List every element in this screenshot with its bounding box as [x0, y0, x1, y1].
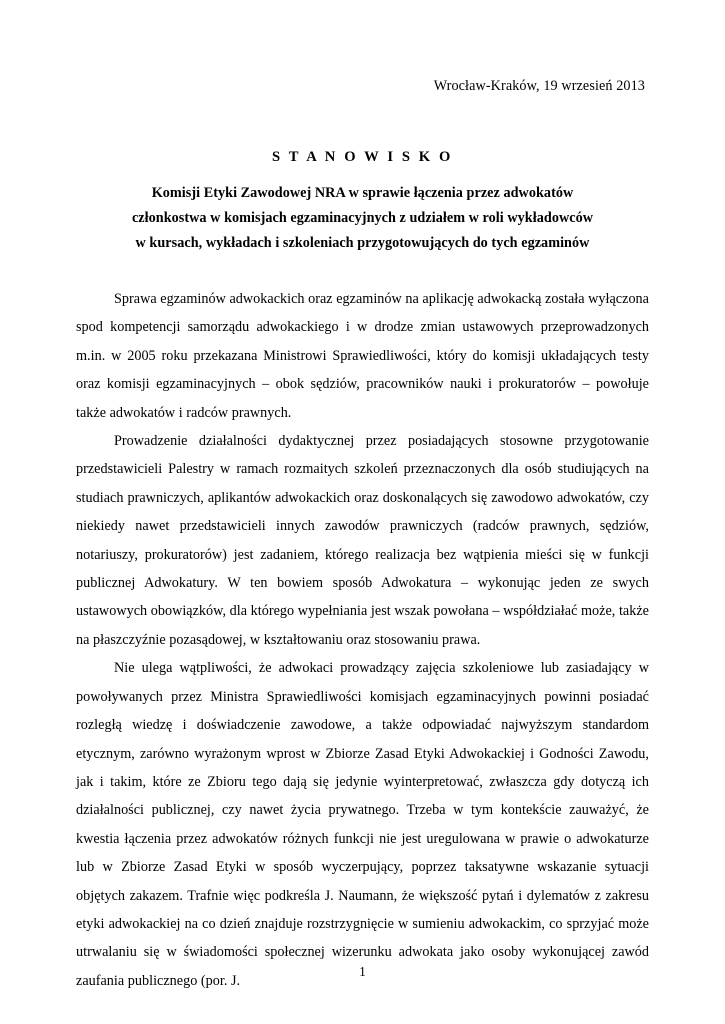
subtitle-line-2: członkostwa w komisjach egzaminacyjnych z udziałem w roli wykładowców [131, 210, 594, 226]
page-number: 1 [359, 964, 366, 979]
subtitle-line-3: w kursach, wykładach i szkoleniach przygotowujących do tych egzaminów [135, 235, 590, 251]
dateline: Wrocław-Kraków, 19 wrzesień 2013 [433, 78, 645, 94]
paragraph-2: Prowadzenie działalności dydaktycznej przez posiadających stosowne przygotowanie przedstawicieli Palestry w ramach rozmaitych szkoleń przeznaczonych dla osób studiujących na studiach prawniczych, aplikantów adwokackich oraz doskonalących się zawodowo adwokatów, czy niekiedy nawet przedstawicieli innych zawodów prawniczych (radców prawnych, sędziów, notariuszy, prokuratorów) jest zadaniem, którego realizacja bez wątpienia mieści się w funkcji publicznej Adwokatury. W ten bowiem sposób Adwokatura – wykonując jeden ze swych ustawowych obowiązków, dla którego wypełniania jest wszak powołana – współdziałać może, także na płaszczyźnie pozasądowej, w kształtowaniu oraz stosowaniu prawa. [76, 433, 649, 648]
subtitle-line-1: Komisji Etyki Zawodowej NRA w sprawie łączenia przez adwokatów [151, 185, 574, 201]
paragraph-1: Sprawa egzaminów adwokackich oraz egzaminów na aplikację adwokacką została wyłączona spod kompetencji samorządu adwokackiego i w drodze zmian ustawowych przeprowadzonych m.in. w 2005 roku przekazana Ministrowi Sprawiedliwości, który do komisji układających testy oraz komisji egzaminacyjnych – obok sędziów, pracowników nauki i prokuratorów – powołuje także adwokatów i radców prawnych. [76, 291, 649, 421]
page-title: S T A N O W I S K O [272, 149, 453, 165]
body-text [76, 285, 649, 995]
title-block [76, 149, 649, 256]
paragraph-3: Nie ulega wątpliwości, że adwokaci prowadzący zajęcia szkoleniowe lub zasiadający w powoływanych przez Ministra Sprawiedliwości komisjach egzaminacyjnych powinni posiadać rozległą wiedzę i doświadczenie zawodowe, a także odpowiadać najwyższym standardom etycznym, zarówno wyrażonym wprost w Zbiorze Zasad Etyki Adwokackiej i Godności Zawodu, jak i takim, które ze Zbioru tego dają się jedynie wyinterpretować, zwłaszcza gdy dotyczą ich działalności publicznej, czy nawet życia prywatnego. Trzeba w tym kontekście zauważyć, że kwestia łączenia przez adwokatów różnych funkcji nie jest uregulowana w prawie o adwokaturze lub w Zbiorze Zasad Etyki w sposób wyczerpujący, poprzez taksatywne wskazanie sytuacji objętych zakazem. Trafnie więc podkreśla J. Naumann, że większość pytań i dylematów z zakresu etyki adwokackiej na co dzień znajduje rozstrzygnięcie w sumieniu adwokackim, co sprzyjać może utrwalaniu się w świadomości społecznej wizerunku adwokata jako osoby wykonującej zawód zaufania publicznego (por. J. [76, 660, 649, 989]
